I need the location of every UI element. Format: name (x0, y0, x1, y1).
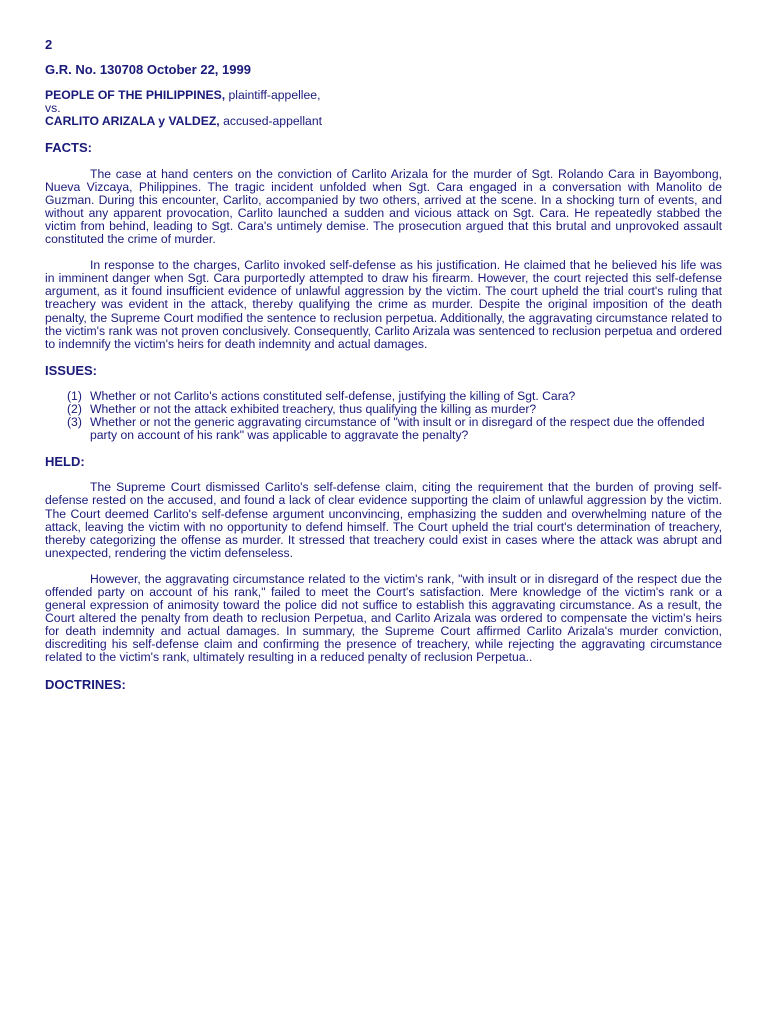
case-parties (45, 89, 722, 128)
page-number: 2 (45, 37, 53, 52)
held-paragraph: The Supreme Court dismissed Carlito's self-defense claim, citing the requirement that the burden of proving self-defense rested on the accused, and found a lack of clear evidence supporting the claim of unlawful aggression by the victim. The Court deemed Carlito's self-defense argument unconvincing, emphasizing the sudden and overwhelming nature of the attack, leaving the victim with no opportunity to defend himself. The Court upheld the trial court's determination of treachery, thereby categorizing the offense as murder. It stressed that treachery could exist in cases where the attack was abrupt and unexpected, rendering the victim defenseless. (45, 480, 722, 560)
held-paragraph: However, the aggravating circumstance related to the victim's rank, "with insult or in disregard of the respect due the offended party on account of his rank," failed to meet the Court's satisfaction. Mere knowledge of the victim's rank or a general expression of animosity toward the police did not suffice to establish this aggravating circumstance. As a result, the Court altered the penalty from death to reclusion Perpetua, and Carlito Arizala was ordered to compensate the victim's heirs for death indemnity and actual damages. In summary, the Supreme Court affirmed Carlito Arizala's murder conviction, discrediting his self-defense claim and confirming the presence of treachery, while rejecting the aggravating circumstance related to the victim's rank, ultimately resulting in a reduced penalty of reclusion Perpetua.. (45, 571, 722, 665)
issue-item (67, 390, 722, 403)
accused-role: accused-appellant (219, 114, 322, 129)
issue-number: (2) (67, 401, 82, 416)
plaintiff-name: PEOPLE OF THE PHILIPPINES, (45, 88, 226, 103)
case-title: G.R. No. 130708 October 22, 1999 (45, 62, 251, 78)
issue-text: Whether or not Carlito's actions constituted self-defense, justifying the killing of Sgt. Cara? (90, 388, 576, 403)
versus-line: vs. (45, 101, 61, 116)
issue-text: Whether or not the attack exhibited treachery, thus qualifying the killing as murder? (90, 401, 537, 416)
plaintiff-role: plaintiff-appellee, (225, 88, 321, 103)
issues-heading: ISSUES: (45, 362, 98, 378)
accused-line (45, 115, 722, 128)
issues-list (45, 390, 722, 442)
issue-number: (3) (67, 415, 82, 430)
issue-item (67, 416, 722, 442)
held-heading: HELD: (45, 454, 85, 470)
facts-paragraph: The case at hand centers on the conviction of Carlito Arizala for the murder of Sgt. Rolando Cara in Bayombong, Nueva Vizcaya, Philippines. The tragic incident unfolded when Sgt. Cara engaged in a conversation with Manolito de Guzman. During this encounter, Carlito, accompanied by two others, arrived at the scene. In a shocking turn of events, and without any apparent provocation, Carlito launched a sudden and vicious attack on Sgt. Cara. He repeatedly stabbed the victim from behind, leading to Sgt. Cara's untimely demise. The prosecution argued that this brutal and unprovoked assault constituted the crime of murder. (45, 166, 722, 247)
facts-paragraph: In response to the charges, Carlito invoked self-defense as his justification. He claimed that he believed his life was in imminent danger when Sgt. Cara purportedly attempted to draw his firearm. However, the court rejected this self-defense argument, as it found insufficient evidence of unlawful aggression by the victim. The court upheld the trial court's ruling that treachery was evident in the attack, thereby qualifying the crime as murder. Despite the original imposition of the death penalty, the Supreme Court modified the sentence to reclusion perpetua. Additionally, the aggravating circumstance related to the victim's rank was not proven conclusively. Consequently, Carlito Arizala was sentenced to reclusion perpetua and ordered to indemnify the victim's heirs for death indemnity and actual damages. (45, 258, 722, 351)
accused-name: CARLITO ARIZALA y VALDEZ, (45, 114, 220, 129)
doctrines-heading: DOCTRINES: (45, 676, 126, 692)
plaintiff-line (45, 89, 722, 102)
issue-number: (1) (67, 388, 82, 403)
issue-text: Whether or not the generic aggravating circumstance of "with insult or in disregard of the respect due the offended party on account of his rank" was applicable to aggravate the penalty? (90, 415, 705, 443)
facts-heading: FACTS: (45, 140, 92, 156)
document-page (45, 38, 722, 704)
